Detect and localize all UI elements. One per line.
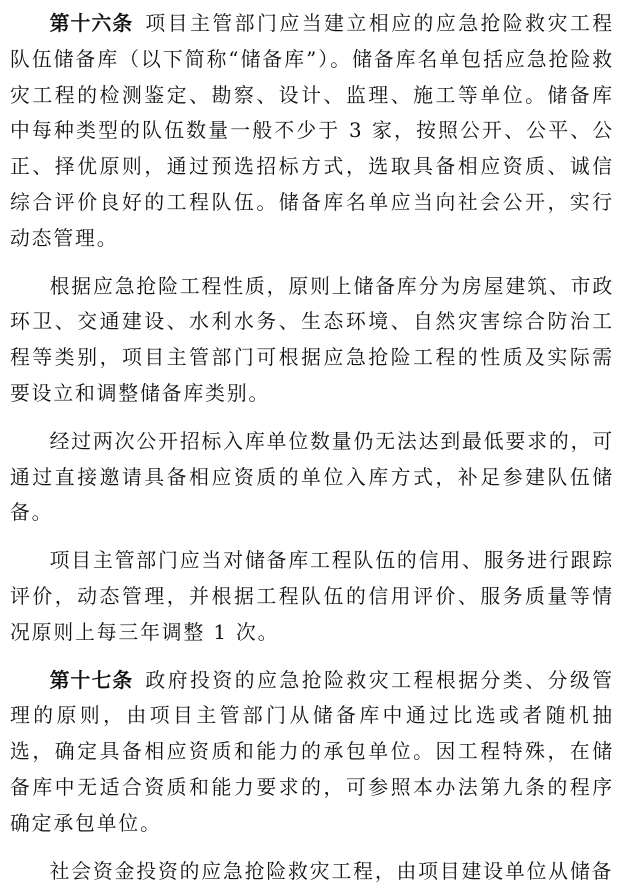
article-number: 第十七条 bbox=[49, 668, 134, 692]
paragraph-text: 项目主管部门应当建立相应的应急抢险救灾工程队伍储备库（以下简称“储备库”）。储备库名单包括应急抢险救灾工程的检测鉴定、勘察、设计、监理、施工等单位。储备库中每种类型的队伍数量一般不少于 3 家，按照公开、公平、公正、择优原则，通过预选招标方式，选取具备相应资质、诚信综合评价良好的工程队伍。储备库名单应当向社会公开，实行动态管理。 bbox=[10, 12, 614, 250]
paragraph-text: 根据应急抢险工程性质，原则上储备库分为房屋建筑、市政环卫、交通建设、水利水务、生态环境、自然灾害综合防治工程等类别，项目主管部门可根据应急抢险工程的性质及实际需要设立和调整储备库类别。 bbox=[10, 274, 614, 405]
paragraph-article-17 bbox=[10, 663, 614, 842]
article-number: 第十六条 bbox=[49, 12, 134, 35]
paragraph-credit-evaluation bbox=[10, 543, 614, 650]
paragraph-text: 政府投资的应急抢险救灾工程根据分类、分级管理的原则，由项目主管部门从储备库中通过比选或者随机抽选，确定具备相应资质和能力的承包单位。因工程特殊，在储备库中无适合资质和能力要求的，可参照本办法第九条的程序确定承包单位。 bbox=[10, 668, 614, 835]
paragraph-reserve-categories bbox=[10, 269, 614, 412]
paragraph-article-16 bbox=[10, 6, 614, 257]
paragraph-text: 社会资金投资的应急抢险救灾工程，由项目建设单位从储备 bbox=[49, 859, 614, 883]
paragraph-text: 经过两次公开招标入库单位数量仍无法达到最低要求的，可通过直接邀请具备相应资质的单位入库方式，补足参建队伍储备。 bbox=[10, 429, 614, 525]
document-page bbox=[10, 6, 614, 889]
paragraph-direct-invitation bbox=[10, 424, 614, 531]
paragraph-text: 项目主管部门应当对储备库工程队伍的信用、服务进行跟踪评价，动态管理，并根据工程队伍的信用评价、服务质量等情况原则上每三年调整 1 次。 bbox=[10, 549, 614, 644]
paragraph-social-capital bbox=[10, 854, 614, 889]
